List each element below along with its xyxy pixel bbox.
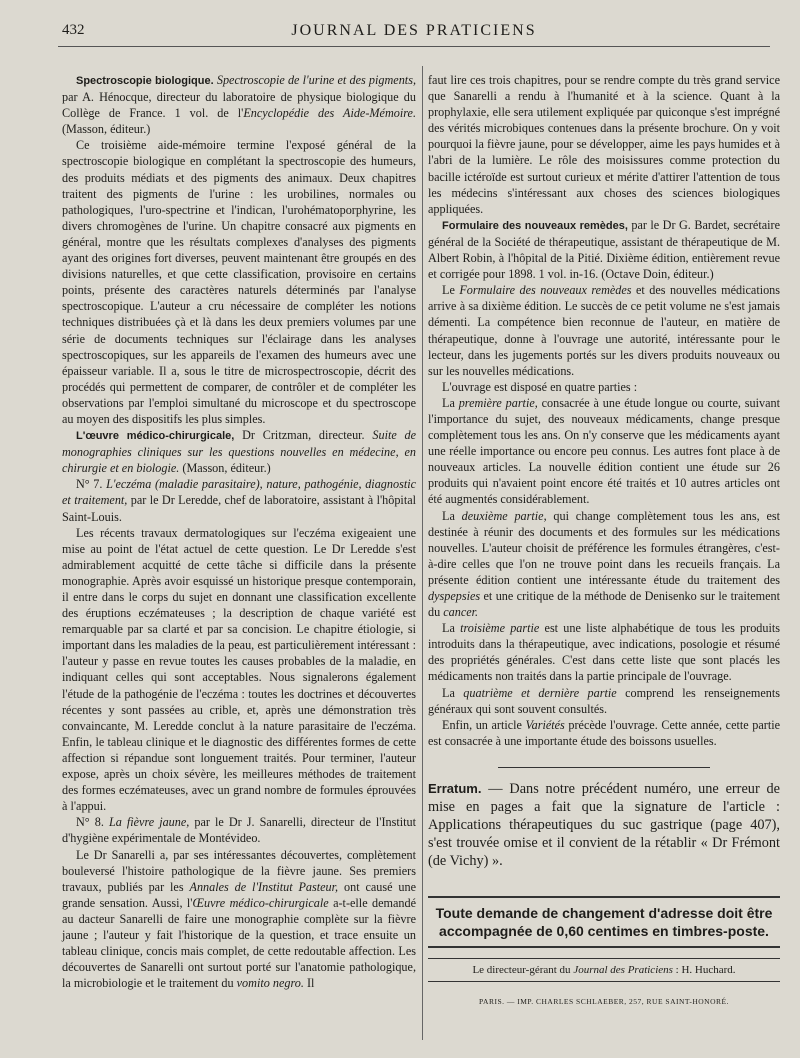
spectro-byline: par A. Hénocque, directeur du laboratoire de physique biologique du Collège de France. 1 vol. de l' xyxy=(62,90,416,121)
right-column xyxy=(428,72,780,1010)
p6-start: La xyxy=(442,685,455,700)
p4-start: La xyxy=(442,508,455,523)
footer-journal: Journal des Praticiens xyxy=(573,963,673,976)
oeuvre-mention: Œuvre médico-chirurgicale xyxy=(192,895,329,910)
oeuvre-publisher: (Masson, éditeur.) xyxy=(182,461,271,476)
address-change-notice: Toute demande de changement d'adresse doit être accompagnée de 0,60 centimes en timbres-poste. xyxy=(428,896,780,948)
p7-rest: précède l'ouvrage. Cette année, cette partie est consacrée à une importante étude des boissons usuelles. xyxy=(428,717,781,748)
p7-italic: Variétés xyxy=(525,717,565,732)
no8-number: N° 8. xyxy=(76,815,104,830)
oeuvre-entry xyxy=(62,427,416,476)
p4-cancer: cancer. xyxy=(443,605,479,620)
publisher-footer xyxy=(428,958,780,982)
spectro-series: Encyclopédie des Aide-Mémoire. xyxy=(243,106,416,121)
formulaire-entry xyxy=(428,217,780,282)
spectro-body: Ce troisième aide-mémoire termine l'exposé général de la spectroscopie biologique en complétant la spectroscopie des humeurs, des produits médiats et des pigments des animaux. Deux chapitres traitent des pigments de l'urine : les urobilines, normales ou pathologiques, l'uro-spectrine et l'indican, l'urohématoporphyrine, les divers chromogènes de l'urine. Un chapitre consacré aux pigments en général, montre que les résultats complexes d'analyses des pigments ayant des origines fort diverses, peuvent maintenant être groupés en des divisions naturelles, et que cette classification, provisoire en certains points, présente des caractères naturels déterminés par l'analyse spectroscopique. L'auteur a cru nécessaire de compléter les notions techniques distribuées çà et là dans les deux premiers volumes par une série de documents techniques sur l'éclairage dans les analyses spectroscopiques, sur les appareils de l'examen des humeurs avec une épaisseur variable. Il a, sous le titre de microspectroscopie, décrit des procédés qui permettent de comparer, de contrôler et de compléter les observations par l'emploi simultané du microscope et du spectroscope au moyen des dispositifs les plus simples. xyxy=(62,138,416,426)
column-divider xyxy=(422,66,423,1040)
no8-body xyxy=(62,847,416,992)
formulaire-p2: L'ouvrage est disposé en quatre parties : xyxy=(442,379,638,394)
annales-title: Annales de l'Institut Pasteur, xyxy=(189,879,339,894)
p4-rest2: et une critique de la méthode de Denisenko sur le traitement du xyxy=(428,589,780,620)
formulaire-p3 xyxy=(428,395,780,508)
erratum-heading: Erratum. xyxy=(428,780,482,796)
erratum-body: — Dans notre précédent numéro, une erreur de mise en pages a fait que la signature de l'article : Applications thérapeutiques du suc gastrique (page 407), s'est trouvée omise et il convient de la rétablir « Dr Frémont (de Vichy) ». xyxy=(428,780,780,869)
p6-rest: comprend les renseignements généraux qui sont souvent consultés. xyxy=(428,685,781,716)
p4-italic: deuxième partie, xyxy=(461,508,547,523)
no7-number: N° 7. xyxy=(76,477,103,492)
p3-start: La xyxy=(442,395,455,410)
p1-italic: Formulaire des nouveaux remèdes xyxy=(459,283,632,298)
footer-before: Le directeur-gérant du xyxy=(472,963,571,976)
no7-entry xyxy=(62,476,416,524)
left-column xyxy=(62,72,416,991)
formulaire-byline: par le Dr G. Bardet, secrétaire général de la Société de thérapeutique, assistant de thérapeutique de M. Albert Robin, à l'hôpital de la Pitié. Dixième édition, entièrement revue et corrigée pour 1898. 1 vol. in-16. (Octave Doin, éditeur.) xyxy=(428,217,780,282)
p1-rest: et des nouvelles médications arrive à sa dixième édition. Le succès de ce petit volume ne s'est jamais démenti. La compétence bien reconnue de l'auteur, en matière de thérapeutique, donne à l'ouvrage une autorité, intéressante pour le lecteur, dans les jugements portés sur les divers produits nouveaux ou sur les nouvelles médications. xyxy=(428,283,781,378)
spectro-entry xyxy=(62,72,416,137)
no8-body-part1: Le Dr Sanarelli a, par ses intéressantes découvertes, complètement bouleversé l'histoire pathologique de la fièvre jaune. Ses premiers travaux, publiés par les xyxy=(62,847,416,894)
footer-after: : H. Huchard. xyxy=(675,963,736,976)
p4-rest: qui change complètement tous les ans, est destinée à réunir des documents et des formules sur les médications nouvelles. L'auteur choisit de préférence les formules étrangères, c'est-à-dire celles que l'on ne trouve point dans les recueils français. La présente édition contient une intéressante étude du traitement des xyxy=(428,508,780,587)
spectro-publisher: (Masson, éditeur.) xyxy=(62,122,151,137)
vomito-negro: vomito negro. xyxy=(236,976,304,991)
p3-rest: consacrée à une étude longue ou courte, suivant l'importance du sujet, des nouveaux médicaments, change presque complètement tous les ans. On n'y conserve que les médicaments ayant une réelle importance ou encore peu connus. Les autres font place à de nouveaux articles. La nouvelle édition contient une étude sur 26 produits qui n'avaient point encore été traités et 10 autres articles ont été augmentés considérablement. xyxy=(428,395,781,507)
formulaire-p5 xyxy=(428,620,780,684)
p4-dyspepsies: dyspepsies xyxy=(428,589,481,603)
section-divider xyxy=(498,767,710,768)
p3-italic: première partie, xyxy=(458,395,538,410)
header-rule xyxy=(58,46,770,47)
oeuvre-heading: L'œuvre médico-chirurgicale, xyxy=(76,430,235,443)
no7-body: Les récents travaux dermatologiques sur l'eczéma exigeaient une mise au point de l'état actuel de cette question. Le Dr Leredde s'est admirablement acquitté de cette tâche si difficile dans la présente monographie. Après avoir esquissé un historique presque contemporain, il entre dans le corps du sujet en donnant une classification excellente des éruptions eczémateuses ; la description de chaque variété est remarquable par sa clarté et par sa concision. Le chapitre étiologie, si important dans les maladies de la peau, est particulièrement intéressant : l'auteur y passe en revue toutes les causes probables de la maladie, en indiquant celles qui sont acceptables. Nous signalerons également l'étude de la pathogénie de l'eczéma : toutes les doctrines et découvertes récentes y sont passées au crible, et, après une démonstration très convaincante, M. Leredde conclut à la nature parasitaire de l'eczéma. Enfin, le tableau clinique et le diagnostic des différentes formes de cette affection si répandue sont longuement traités. Pour terminer, l'auteur expose, après un choix sévère, les meilleures méthodes de traitement des formes eczémateuses, avec un grand nombre de formules éprouvées à l'appui. xyxy=(62,525,416,814)
no8-continued: faut lire ces trois chapitres, pour se rendre compte du très grand service que Sanarelli a rendu à l'humanité et à la science. Quant à la prophylaxie, elle sera utilement expliquée par quiconque s'est imprégné des vérités microbiques contenues dans la présente brochure. On y voit pourquoi la fièvre jaune, pour se développer, aime les pays humides et à l'abri de la lumière. Le rôle des moisissures comme protection du bacille ictéroïde est surtout curieux et mérite d'attirer l'attention de tous les médecins s'intéressant aux choses des sciences biologiques appliquées. xyxy=(428,73,780,216)
formulaire-p4 xyxy=(428,508,780,621)
page-number: 432 xyxy=(62,22,85,38)
no7-byline: par le Dr Leredde, chef de laboratoire, assistant à l'hôpital Saint-Louis. xyxy=(62,493,416,524)
p5-italic: troisième partie xyxy=(460,621,540,636)
erratum-notice xyxy=(428,780,780,870)
p7-start: Enfin, un article xyxy=(442,717,522,732)
spectro-heading: Spectroscopie biologique. xyxy=(76,75,214,87)
p1-start: Le xyxy=(442,283,455,298)
no8-body-part3: a-t-elle demandé au dacteur Sanarelli de faire une monographie complète sur la fièvre jaune ; l'auteur y fait l'historique de la question, et trace ensuite un tableau clinique, concis mais complet, de cette redoutable affection. Les découvertes de Sanarelli ont surtout porté sur l'anatomie pathologique, la microbiologie et le traitement du xyxy=(62,895,416,991)
no8-byline: par le Dr J. Sanarelli, directeur de l'Institut d'hygiène expérimentale de Montévideo. xyxy=(62,815,417,846)
formulaire-p6 xyxy=(428,685,780,717)
no8-entry xyxy=(62,814,416,846)
formulaire-p1 xyxy=(428,282,780,379)
spectro-title: Spectroscopie de l'urine et des pigments, xyxy=(216,73,416,87)
oeuvre-byline: Dr Critzman, directeur. xyxy=(242,428,365,443)
oeuvre-title: Suite de monographies cliniques sur les questions nouvelles en médecine, en chirurgie et en biologie. xyxy=(62,428,417,476)
page-header xyxy=(58,20,770,44)
formulaire-heading: Formulaire des nouveaux remèdes, xyxy=(442,219,628,232)
no8-body-part2: ont causé une grande sensation. Aussi, l' xyxy=(62,879,417,910)
no8-title: La fièvre jaune, xyxy=(108,815,190,830)
no8-body-part4: Il xyxy=(306,976,315,991)
p5-start: La xyxy=(442,621,455,636)
no7-title: L'eczéma (maladie parasitaire), nature, pathogénie, diagnostic et traitement, xyxy=(62,477,416,508)
printer-imprint: PARIS. — IMP. CHARLES SCHLAEBER, 257, RUE SAINT-HONORÉ. xyxy=(479,997,729,1007)
p6-italic: quatrième et dernière partie xyxy=(463,685,617,700)
formulaire-p7 xyxy=(428,717,780,749)
p5-rest: est une liste alphabétique de tous les produits introduits dans la thérapeutique, avec indications, posologie et résumé des propriétés générales. C'est dans cette liste que sont placés les médicaments non traités dans la partie principale de l'ouvrage. xyxy=(428,621,781,684)
journal-title: JOURNAL DES PRATICIENS xyxy=(291,22,537,39)
